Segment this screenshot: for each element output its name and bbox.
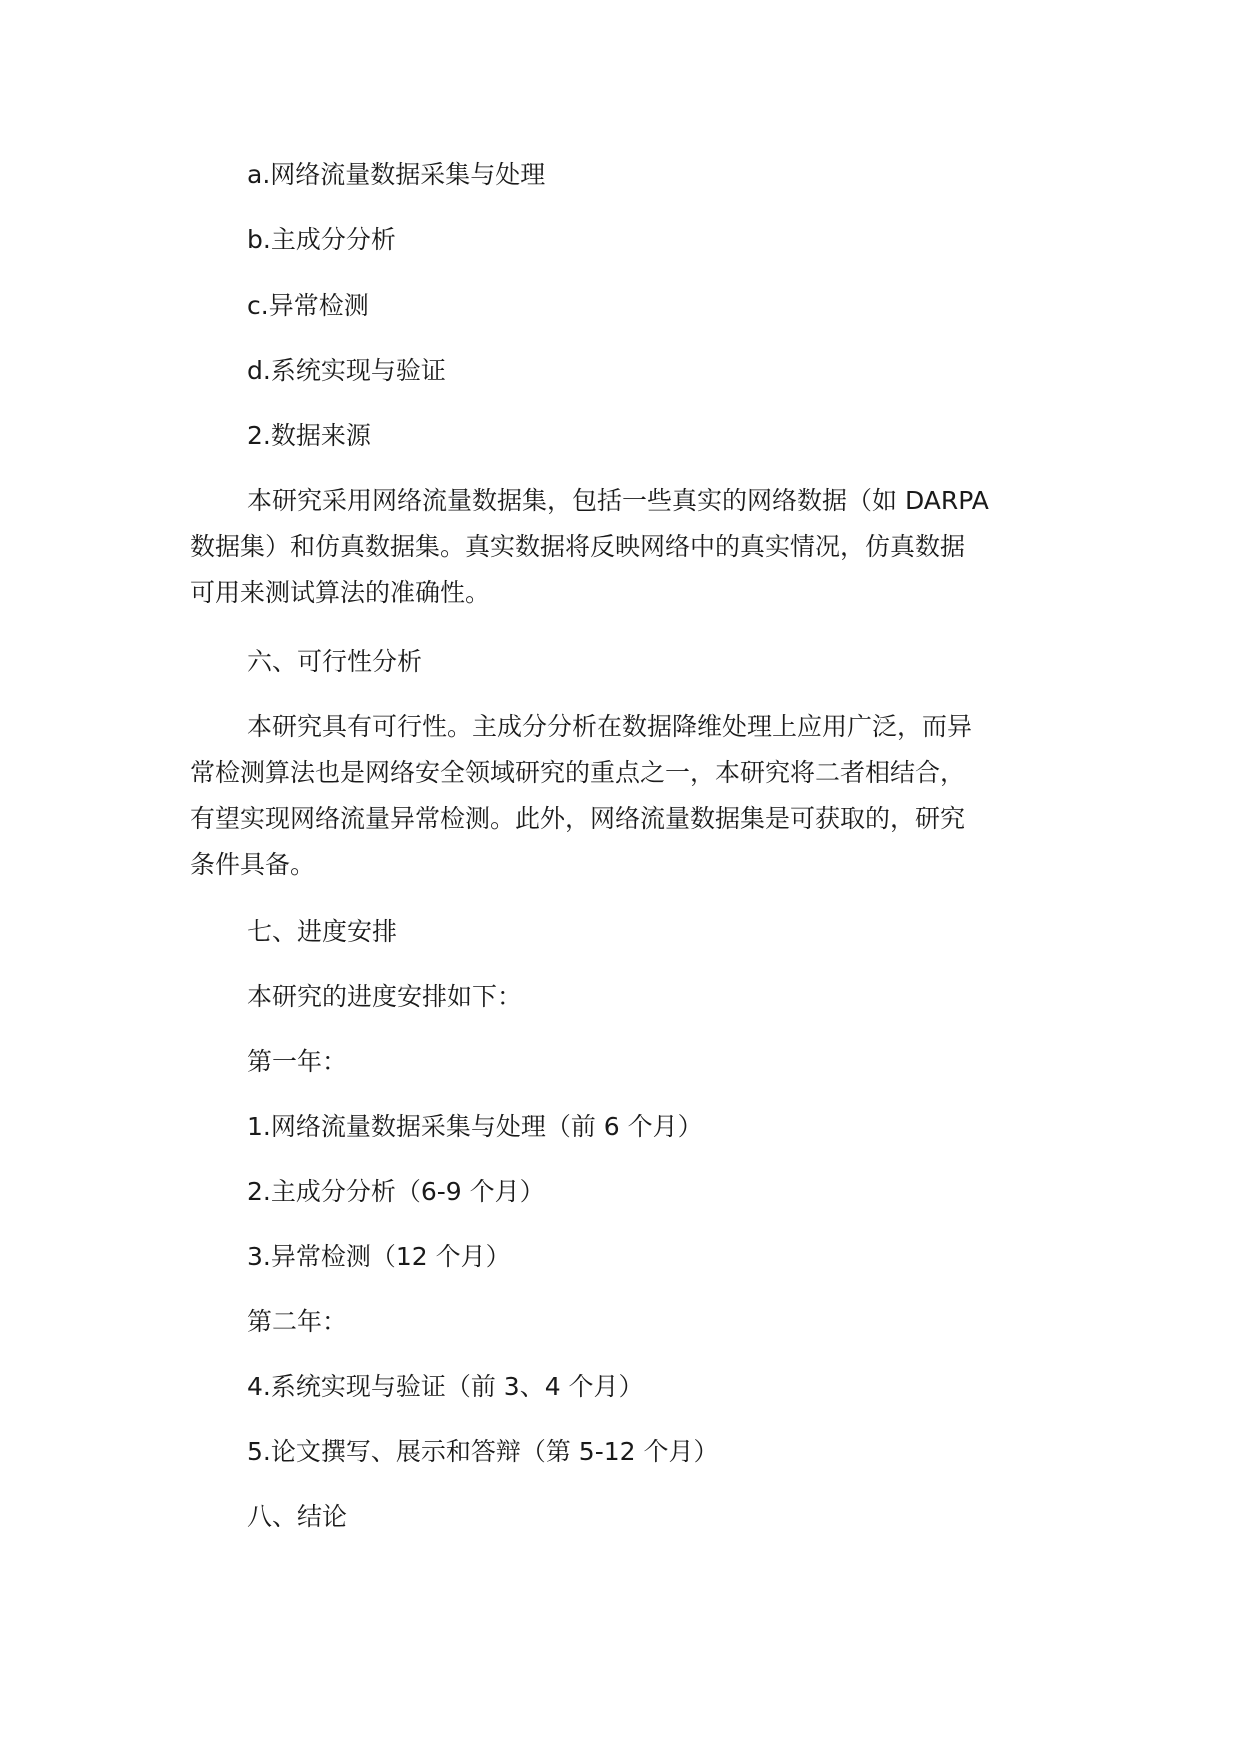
outline-item-b: b.主成分分析 [247, 225, 396, 254]
paragraph-line: 有望实现网络流量异常检测。此外，网络流量数据集是可获取的，研究 [190, 804, 966, 833]
conclusion-heading: 八、结论 [247, 1502, 348, 1531]
schedule-task-2: 2.主成分分析（6-9 个月） [247, 1177, 545, 1206]
feasibility-paragraph [190, 704, 1050, 888]
schedule-heading: 七、进度安排 [247, 917, 398, 946]
year-one-label: 第一年： [247, 1047, 348, 1076]
paragraph-line: 常检测算法也是网络安全领域研究的重点之一，本研究将二者相结合， [190, 758, 966, 787]
data-source-paragraph [190, 478, 1050, 616]
schedule-task-5: 5.论文撰写、展示和答辩（第 5-12 个月） [247, 1437, 719, 1466]
feasibility-heading: 六、可行性分析 [247, 647, 423, 676]
paragraph-line: 数据集）和仿真数据集。真实数据将反映网络中的真实情况，仿真数据 [190, 532, 966, 561]
paragraph-line: 条件具备。 [190, 850, 316, 879]
paragraph-line: 本研究具有可行性。主成分分析在数据降维处理上应用广泛，而异 [247, 712, 973, 741]
year-two-label: 第二年： [247, 1307, 348, 1336]
schedule-task-1: 1.网络流量数据采集与处理（前 6 个月） [247, 1112, 703, 1141]
schedule-intro: 本研究的进度安排如下： [247, 982, 523, 1011]
schedule-task-3: 3.异常检测（12 个月） [247, 1242, 511, 1271]
outline-item-d: d.系统实现与验证 [247, 356, 446, 385]
paragraph-line: 本研究采用网络流量数据集，包括一些真实的网络数据（如 DARPA [247, 486, 989, 515]
paragraph-line: 可用来测试算法的准确性。 [190, 578, 491, 607]
data-source-heading: 2.数据来源 [247, 421, 371, 450]
schedule-task-4: 4.系统实现与验证（前 3、4 个月） [247, 1372, 644, 1401]
outline-item-a: a.网络流量数据采集与处理 [247, 160, 546, 189]
outline-item-c: c.异常检测 [247, 291, 369, 320]
